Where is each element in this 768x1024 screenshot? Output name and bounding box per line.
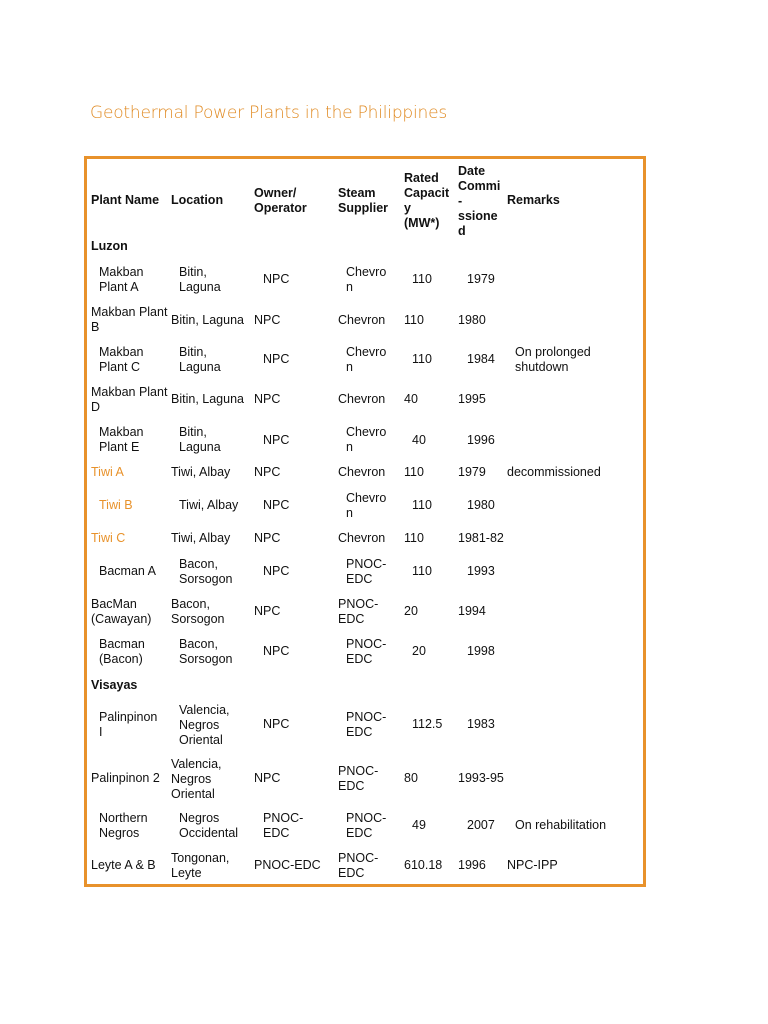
- cell-capacity: 49: [412, 818, 426, 832]
- cell-plant: Bacman A: [99, 564, 156, 578]
- cell-date: 1993-95: [458, 771, 504, 785]
- cell-steam: Chevron: [338, 465, 386, 479]
- cell-owner: NPC: [254, 465, 281, 479]
- cell-location: Tiwi, Albay: [171, 465, 231, 479]
- cell-owner: NPC: [263, 644, 290, 658]
- cell-location: Bacon, Sorsogon: [179, 637, 233, 666]
- cell-steam: Chevron: [338, 392, 386, 406]
- cell-owner: NPC: [254, 392, 281, 406]
- cell-location: Tongonan, Leyte: [171, 851, 230, 880]
- cell-date: 1980: [458, 313, 486, 327]
- cell-date: 1980: [467, 498, 495, 512]
- cell-plant: Palinpinon I: [99, 710, 158, 739]
- cell-remarks: On rehabilitation: [515, 818, 607, 832]
- cell-date: 1983: [467, 717, 495, 731]
- cell-location: Bitin, Laguna: [179, 265, 221, 294]
- cell-owner: NPC: [263, 433, 290, 447]
- cell-remarks: On prolonged shutdown: [515, 345, 591, 374]
- cell-owner: PNOC- EDC: [263, 811, 304, 840]
- cell-date: 1979: [467, 272, 495, 286]
- cell-plant: Tiwi C: [91, 531, 126, 545]
- section-visayas: Visayas: [91, 678, 138, 692]
- header-remarks: Remarks: [507, 193, 560, 207]
- cell-owner: NPC: [263, 717, 290, 731]
- cell-plant: Tiwi A: [91, 465, 124, 479]
- header-rated-capacity: Rated Capacit y (MW*): [404, 171, 450, 230]
- cell-capacity: 110: [404, 531, 424, 545]
- cell-capacity: 110: [412, 352, 432, 366]
- cell-location: Tiwi, Albay: [179, 498, 239, 512]
- cell-capacity: 112.5: [412, 717, 443, 731]
- cell-date: 1981-82: [458, 531, 504, 545]
- cell-location: Bitin, Laguna: [179, 425, 221, 454]
- cell-location: Bitin, Laguna: [171, 313, 244, 327]
- cell-capacity: 610.18: [404, 858, 443, 872]
- cell-steam: PNOC- EDC: [338, 597, 379, 626]
- cell-steam: PNOC- EDC: [346, 637, 387, 666]
- header-steam-supplier: Steam Supplier: [338, 186, 389, 215]
- cell-plant: Makban Plant E: [99, 425, 144, 454]
- cell-plant: Leyte A & B: [91, 858, 156, 872]
- cell-steam: PNOC- EDC: [346, 557, 387, 586]
- cell-owner: NPC: [254, 771, 281, 785]
- cell-plant: Makban Plant D: [91, 385, 168, 414]
- cell-capacity: 20: [412, 644, 426, 658]
- cell-plant: Bacman (Bacon): [99, 637, 145, 666]
- cell-owner: NPC: [254, 604, 281, 618]
- cell-capacity: 40: [404, 392, 418, 406]
- cell-location: Bitin, Laguna: [171, 392, 244, 406]
- cell-plant: Tiwi B: [99, 498, 133, 512]
- cell-date: 1996: [458, 858, 486, 872]
- cell-steam: Chevron: [338, 531, 386, 545]
- cell-date: 1984: [467, 352, 495, 366]
- cell-plant: BacMan (Cawayan): [91, 597, 152, 626]
- cell-owner: NPC: [263, 498, 290, 512]
- cell-location: Valencia, Negros Oriental: [171, 757, 222, 801]
- cell-steam: Chevro n: [346, 265, 387, 294]
- cell-plant: Northern Negros: [99, 811, 148, 840]
- cell-capacity: 110: [404, 465, 424, 479]
- cell-location: Bacon, Sorsogon: [179, 557, 233, 586]
- cell-location: Negros Occidental: [179, 811, 239, 840]
- cell-steam: Chevro n: [346, 425, 387, 454]
- page-title: Geothermal Power Plants in the Philippines: [90, 103, 448, 123]
- cell-steam: Chevro n: [346, 345, 387, 374]
- cell-location: Bacon, Sorsogon: [171, 597, 225, 626]
- section-luzon: Luzon: [91, 239, 128, 253]
- cell-date: 2007: [467, 818, 495, 832]
- cell-plant: Palinpinon 2: [91, 771, 160, 785]
- cell-steam: Chevron: [338, 313, 386, 327]
- cell-capacity: 80: [404, 771, 418, 785]
- cell-owner: NPC: [263, 352, 290, 366]
- cell-date: 1979: [458, 465, 486, 479]
- header-date-commissioned: Date Commi - ssione d: [458, 164, 501, 238]
- header-plant-name: Plant Name: [91, 193, 160, 207]
- cell-steam: PNOC- EDC: [346, 811, 387, 840]
- cell-steam: PNOC- EDC: [338, 851, 379, 880]
- cell-remarks: NPC-IPP: [507, 858, 558, 872]
- cell-location: Tiwi, Albay: [171, 531, 231, 545]
- cell-owner: NPC: [263, 564, 290, 578]
- cell-capacity: 110: [412, 498, 432, 512]
- cell-capacity: 110: [412, 272, 432, 286]
- header-location: Location: [171, 193, 224, 207]
- cell-steam: Chevro n: [346, 491, 387, 520]
- cell-location: Bitin, Laguna: [179, 345, 221, 374]
- cell-steam: PNOC- EDC: [346, 710, 387, 739]
- cell-location: Valencia, Negros Oriental: [179, 703, 230, 747]
- cell-date: 1994: [458, 604, 486, 618]
- cell-plant: Makban Plant C: [99, 345, 144, 374]
- cell-capacity: 20: [404, 604, 418, 618]
- cell-owner: NPC: [254, 531, 281, 545]
- cell-owner: NPC: [263, 272, 290, 286]
- cell-owner: NPC: [254, 313, 281, 327]
- cell-plant: Makban Plant A: [99, 265, 144, 294]
- cell-remarks: decommissioned: [507, 465, 601, 479]
- cell-capacity: 110: [412, 564, 432, 578]
- cell-plant: Makban Plant B: [91, 305, 168, 334]
- cell-owner: PNOC-EDC: [254, 858, 321, 872]
- cell-capacity: 110: [404, 313, 424, 327]
- cell-steam: PNOC- EDC: [338, 764, 379, 793]
- cell-date: 1998: [467, 644, 495, 658]
- cell-date: 1996: [467, 433, 495, 447]
- cell-capacity: 40: [412, 433, 426, 447]
- cell-date: 1995: [458, 392, 486, 406]
- cell-date: 1993: [467, 564, 495, 578]
- header-owner: Owner/ Operator: [254, 186, 307, 215]
